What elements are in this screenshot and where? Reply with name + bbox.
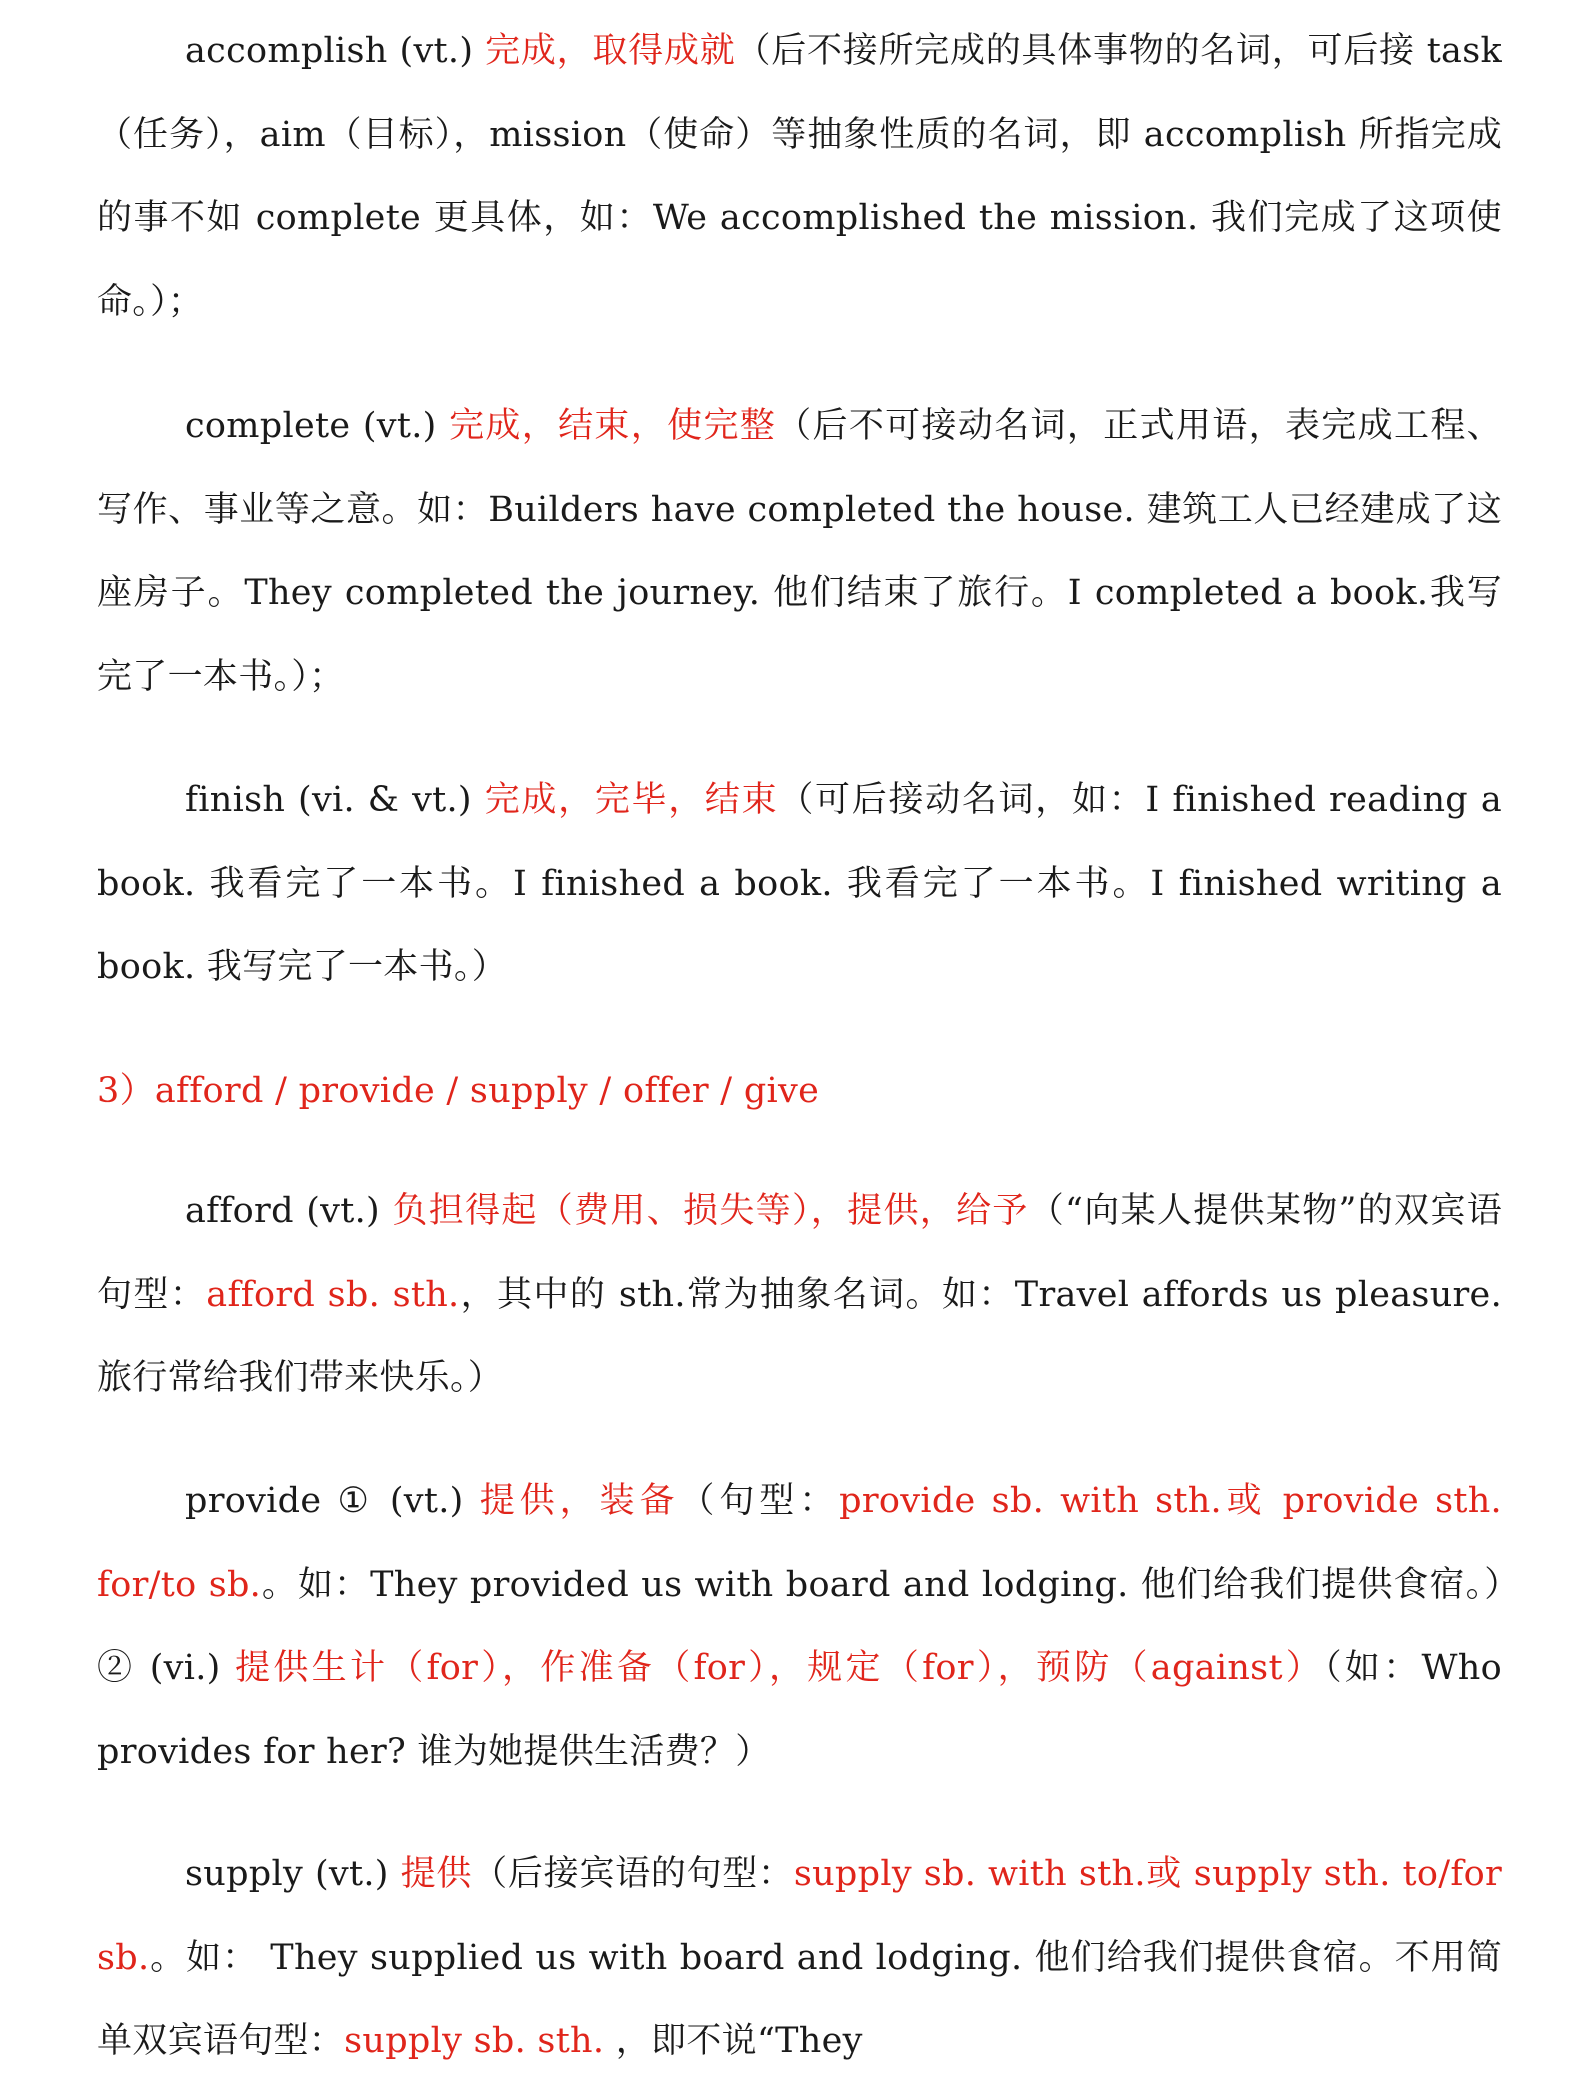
section-heading: 3）afford / provide / supply / offer / give <box>97 1071 820 1111</box>
term-finish: finish (vi. & vt.) <box>185 780 485 820</box>
pattern-provide: provide sb. with sth.或 provide sth. for/to sb. <box>97 1481 1502 1605</box>
paragraph-accomplish <box>97 10 1502 344</box>
note-afford-a: （“向某人提供某物”的双宾语句型： <box>97 1191 1502 1315</box>
note-accomplish: （后不接所完成的具体事物的名词，可后接 task（任务），aim（目标），mission（使命）等抽象性质的名词，即 accomplish 所指完成的事不如 complete 更具体，如：We accomplished the mission. 我们完成了这项使命。）； <box>97 31 1502 322</box>
pattern-supply-1: supply sb. with sth.或 supply sth. to/for sb. <box>97 1854 1503 1978</box>
term-afford: afford (vt.) <box>185 1191 393 1231</box>
meaning-accomplish: 完成，取得成就 <box>485 31 736 71</box>
note-supply-a: （后接宾语的句型： <box>472 1854 794 1894</box>
note-supply-b: 。如： They supplied us with board and lodging. 他们给我们提供食宿。不用简单双宾语句型： <box>97 1937 1502 2061</box>
paragraph-complete <box>97 385 1502 719</box>
pattern-afford: afford sb. sth. <box>206 1274 460 1315</box>
meaning-provide-1: 提供，装备 <box>479 1481 680 1521</box>
note-provide-b: 。如：They provided us with board and lodging. 他们给我们提供食宿。）② (vi.) <box>97 1564 1502 1688</box>
term-complete: complete (vt.) <box>185 406 450 446</box>
note-complete: （后不可接动名词，正式用语，表完成工程、写作、事业等之意。如：Builders have completed the house. 建筑工人已经建成了这座房子。They completed the journey. 他们结束了旅行。I completed a book.我写完了一本书。）； <box>97 406 1502 697</box>
note-supply-c: ，即不说“They <box>615 2021 863 2061</box>
note-provide-a: （句型： <box>679 1481 840 1521</box>
term-supply: supply (vt.) <box>185 1854 401 1894</box>
meaning-afford: 负担得起（费用、损失等），提供，给予 <box>392 1191 1029 1231</box>
paragraph-afford <box>97 1170 1502 1421</box>
note-provide-c: （如：Who provides for her? 谁为她提供生活费？） <box>97 1648 1502 1772</box>
note-finish: （可后接动名词，如：I finished reading a book. 我看完了一本书。I finished a book. 我看完了一本书。I finished writing a book. 我写完了一本书。） <box>97 780 1502 987</box>
meaning-complete: 完成，结束，使完整 <box>449 406 777 446</box>
paragraph-supply <box>97 1833 1502 2084</box>
term-provide: provide ① (vt.) <box>185 1481 480 1521</box>
term-accomplish: accomplish (vt.) <box>185 31 486 71</box>
pattern-supply-2: supply sb. sth. <box>344 2021 616 2061</box>
paragraph-provide <box>97 1460 1502 1794</box>
meaning-supply: 提供 <box>400 1854 473 1894</box>
meaning-finish: 完成，完毕，结束 <box>484 780 779 820</box>
note-afford-b: ，其中的 sth.常为抽象名词。如：Travel affords us pleasure.旅行常给我们带来快乐。） <box>97 1274 1502 1398</box>
meaning-provide-2: 提供生计（for），作准备（for），规定（for），预防（against） <box>235 1648 1325 1688</box>
paragraph-finish <box>97 759 1502 1010</box>
